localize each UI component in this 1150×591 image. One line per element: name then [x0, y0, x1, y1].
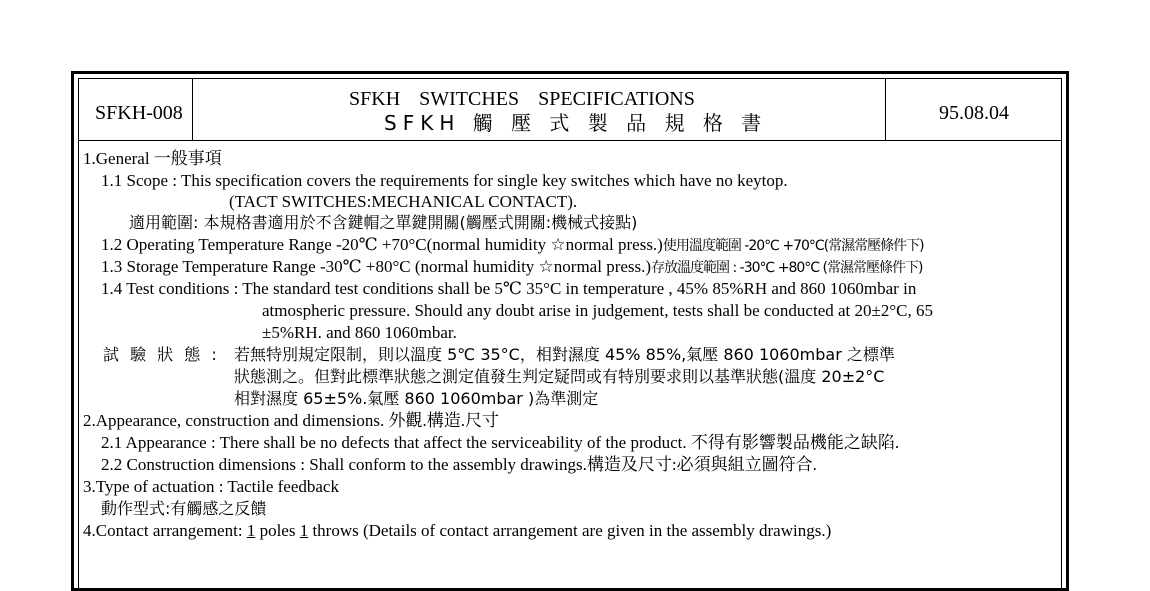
storage-temp-line: 1.3 Storage Temperature Range -30℃ +80°C (normal humidity ☆normal press.)存放溫度範圍 : -30℃ +80°C (常濕常壓條件下) [101, 257, 923, 276]
doc-number: SFKH-008 [95, 102, 183, 124]
section-4-heading: 4.Contact arrangement: 1 poles 1 throws (Details of contact arrangement are given in the assembly drawings.) [83, 521, 832, 540]
test-state-zh-line-1: 若無特別規定限制，則以溫度 5℃ 35°C，相對濕度 45% 85%,氣壓 860 1060mbar 之標準 [234, 345, 895, 364]
test-conditions-line-1: 1.4 Test conditions : The standard test conditions shall be 5℃ 35°C in temperature , 45% 85%RH and 860 1060mbar in [101, 279, 917, 298]
scope-en-line-1: 1.1 Scope : This specification covers the requirements for single key switches which have no keytop. [101, 171, 788, 190]
test-conditions-line-3: ±5%RH. and 860 1060mbar. [262, 323, 457, 342]
section-2-heading: 2.Appearance, construction and dimensions. 外觀.構造.尺寸 [83, 411, 499, 430]
construction-line: 2.2 Construction dimensions : Shall conform to the assembly drawings.構造及尺寸:必須與組立圖符合. [101, 455, 817, 474]
test-state-zh-line-2: 狀態測之。但對此標準狀態之測定值發生判定疑問或有特別要求則以基準狀態(溫度 20±2°C [234, 367, 885, 386]
appearance-line: 2.1 Appearance : There shall be no defects that affect the serviceability of the product. 不得有影響製品機能之缺陷. [101, 433, 900, 452]
title-chinese: SFKH 觸 壓 式 製 品 規 格 書 [384, 111, 768, 135]
section-1-heading: 1.General 一般事項 [83, 149, 222, 168]
operating-temp-line: 1.2 Operating Temperature Range -20℃ +70°C(normal humidity ☆normal press.)使用溫度範圍 -20℃ +70°C(常濕常壓條件下) [101, 235, 924, 254]
header-row [79, 79, 1061, 141]
doc-number-cell [79, 79, 193, 140]
spec-table [78, 78, 1062, 588]
test-state-label: 試 驗 狀 態 : [103, 345, 220, 364]
spec-frame [71, 71, 1069, 591]
poles-number: 1 [246, 521, 256, 540]
title-english: SFKH SWITCHES SPECIFICATIONS [349, 88, 695, 110]
test-conditions-line-2: atmospheric pressure. Should any doubt arise in judgement, tests shall be conducted at 20±2°C, 65 [262, 301, 933, 320]
test-state-zh-line-3: 相對濕度 65±5%.氣壓 860 1060mbar )為準測定 [234, 389, 599, 408]
scope-zh: 適用範圍: 本規格書適用於不含鍵帽之單鍵開關(觸壓式開關:機械式接點) [129, 213, 638, 232]
section-3-heading: 3.Type of actuation : Tactile feedback [83, 477, 339, 496]
scope-en-line-2: (TACT SWITCHES:MECHANICAL CONTACT). [229, 192, 578, 211]
actuation-zh: 動作型式:有觸感之反饋 [101, 499, 267, 518]
doc-date: 95.08.04 [939, 102, 1009, 124]
throws-number: 1 [299, 521, 309, 540]
